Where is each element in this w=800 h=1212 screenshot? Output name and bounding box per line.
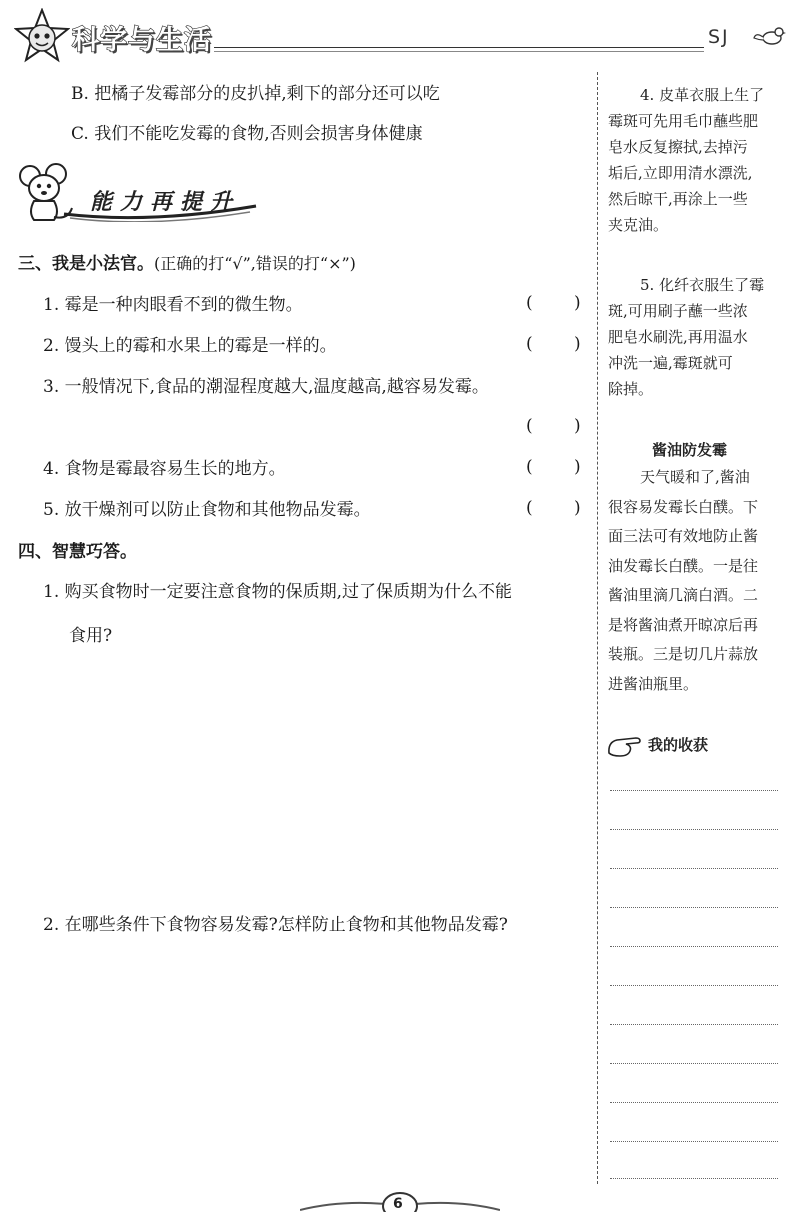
page-number: 6	[393, 1196, 403, 1212]
tip4-line: 霉斑可先用毛巾蘸些肥	[608, 112, 759, 130]
harvest-title: 我的收获	[648, 736, 709, 754]
question-1-line-2: 食用?	[69, 626, 113, 646]
answer-paren-open-2: (	[526, 334, 533, 354]
soy-sauce-title: 酱油防发霉	[652, 441, 728, 459]
tip4-line: 垢后,立即用清水漂洗,	[608, 164, 753, 182]
section3-note: (正确的打“√”,错误的打“×”)	[154, 254, 356, 273]
tip4-line: 4. 皮革衣服上生了	[640, 86, 765, 104]
series-code: SJ	[708, 26, 730, 48]
answer-paren-open-5: (	[526, 498, 533, 518]
tip5-line: 除掉。	[608, 380, 654, 398]
soy-line: 面三法可有效地防止酱	[608, 527, 759, 545]
answer-paren-open-3: (	[526, 416, 533, 436]
tip5-line: 5. 化纤衣服生了霉	[640, 276, 765, 294]
tip4-line: 夹克油。	[608, 216, 669, 234]
answer-paren-close-3: )	[574, 416, 581, 436]
answer-area-2[interactable]	[43, 950, 583, 1170]
header-rule-thin	[214, 51, 704, 52]
pointing-hand-icon	[606, 733, 648, 759]
column-divider	[597, 72, 598, 1184]
answer-paren-close-5: )	[574, 498, 581, 518]
section3-heading	[18, 252, 356, 276]
section4-title: 四、智慧巧答。	[18, 542, 137, 562]
judge-item-3: 3. 一般情况下,食品的潮湿程度越大,温度越高,越容易发霉。	[43, 377, 489, 397]
soy-line: 天气暖和了,酱油	[640, 468, 750, 486]
dove-icon	[752, 24, 786, 50]
harvest-writing-area[interactable]	[606, 770, 780, 1182]
tip5-line: 斑,可用刷子蘸一些浓	[608, 302, 748, 320]
answer-paren-close-1: )	[574, 293, 581, 313]
header	[0, 0, 800, 70]
soy-line: 很容易发霉长白醭。下	[608, 497, 759, 516]
soy-line: 油发霉长白醭。一是往	[608, 556, 759, 575]
answer-area-1[interactable]	[43, 660, 583, 900]
option-c: C. 我们不能吃发霉的食物,否则会损害身体健康	[71, 124, 423, 144]
sidebar-tip-4	[608, 85, 764, 241]
question-1-line-1: 1. 购买食物时一定要注意食物的保质期,过了保质期为什么不能	[43, 582, 513, 602]
tip5-line: 冲洗一遍,霉斑就可	[608, 354, 733, 372]
soy-sauce-tip	[608, 467, 758, 703]
section3-title: 三、我是小法官。	[18, 254, 154, 274]
mascot-star-icon	[14, 8, 70, 64]
judge-item-1: 1. 霉是一种肉眼看不到的微生物。	[43, 295, 303, 315]
answer-paren-open-4: (	[526, 457, 533, 477]
soy-line: 酱油里滴几滴白酒。二	[608, 586, 759, 604]
tip4-line: 然后晾干,再涂上一些	[608, 190, 748, 208]
header-rule	[214, 47, 704, 48]
tip5-line: 肥皂水刷洗,再用温水	[608, 328, 748, 346]
judge-item-5: 5. 放干燥剂可以防止食物和其他物品发霉。	[43, 500, 371, 520]
answer-paren-open-1: (	[526, 293, 533, 313]
answer-paren-close-2: )	[574, 334, 581, 354]
brand-title: 科学与生活	[72, 25, 212, 56]
sidebar-tip-5	[608, 275, 764, 405]
option-b: B. 把橘子发霉部分的皮扒掉,剩下的部分还可以吃	[71, 84, 440, 104]
question-2: 2. 在哪些条件下食物容易发霉?怎样防止食物和其他物品发霉?	[43, 915, 508, 935]
banner-title: 能力再提升	[90, 189, 241, 215]
answer-paren-close-4: )	[574, 457, 581, 477]
judge-item-4: 4. 食物是霉最容易生长的地方。	[43, 459, 286, 479]
tip4-line: 皂水反复擦拭,去掉污	[608, 138, 748, 156]
soy-line: 装瓶。三是切几片蒜放	[608, 645, 759, 663]
soy-line: 是将酱油煮开晾凉后再	[608, 615, 759, 634]
judge-item-2: 2. 馒头上的霉和水果上的霉是一样的。	[43, 336, 337, 356]
soy-line: 进酱油瓶里。	[608, 674, 699, 693]
